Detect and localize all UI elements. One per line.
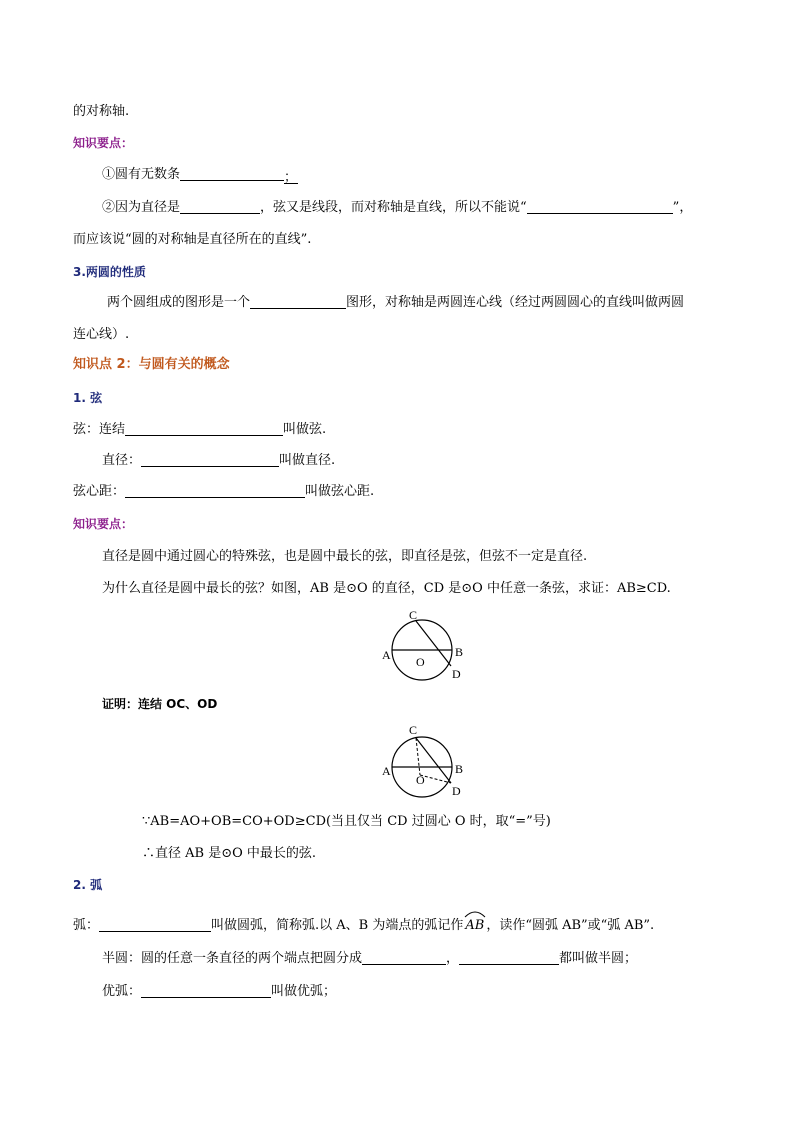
fill-blank[interactable]: [141, 983, 271, 998]
text-line: 为什么直径是圆中最长的弦？如图，AB 是⊙O 的直径，CD 是⊙O 中任意一条弦，求证：AB≥CD.: [102, 581, 671, 596]
fill-blank[interactable]: [125, 421, 283, 436]
text-fragment: ；: [284, 170, 298, 185]
text-line: 连心线）.: [73, 327, 130, 342]
fill-blank[interactable]: [362, 950, 446, 965]
fill-blank[interactable]: [125, 483, 305, 498]
label-o: O: [416, 655, 425, 669]
text-line: [102, 166, 298, 184]
text-line: [102, 452, 335, 470]
text-fragment: ，弦又是线段，而对称轴是直线，所以不能说“: [260, 200, 527, 215]
text-fragment: ①圆有无数条: [102, 167, 181, 182]
text-fragment: 图形，对称轴是两圆连心线（经过两圆圆心的直线叫做两圆: [346, 295, 685, 310]
section-heading: 知识要点：: [73, 136, 134, 150]
circle-figure-1: [378, 604, 474, 684]
text-fragment: 叫做直径.: [279, 453, 336, 468]
fill-blank[interactable]: [250, 294, 346, 309]
text-fragment: 叫做圆弧，简称弧.以 A、B 为端点的弧记作: [211, 918, 464, 933]
text-fragment: 弦：连结: [73, 422, 126, 437]
label-b: B: [455, 645, 464, 659]
text-line: [73, 917, 654, 935]
fill-blank[interactable]: [180, 166, 284, 181]
circle-figure-2: [378, 719, 474, 801]
text-line: [102, 950, 637, 968]
label-d: D: [452, 667, 461, 681]
text-fragment: 两个圆组成的图形是一个: [107, 295, 251, 310]
text-line: [102, 199, 692, 217]
text-fragment: 弧：: [73, 918, 100, 933]
segment-oc: [416, 738, 420, 775]
text-fragment: 叫做弦.: [283, 422, 327, 437]
text-fragment: 直径：: [102, 453, 142, 468]
text-fragment: ，读作“圆弧 AB”或“弧 AB”.: [486, 918, 655, 933]
text-line: 直径是圆中通过圆心的特殊弦，也是圆中最长的弦，即直径是弦，但弦不一定是直径.: [102, 549, 588, 564]
arc-notation-text: AB: [465, 918, 485, 933]
text-fragment: 弦心距：: [73, 484, 126, 499]
section-heading: 1. 弦: [73, 391, 103, 405]
arc-symbol-icon: [463, 908, 487, 918]
text-line: [73, 483, 374, 501]
fill-blank[interactable]: [180, 199, 260, 214]
text-line: [107, 294, 684, 312]
text-line: [73, 421, 326, 439]
fill-blank[interactable]: [459, 950, 559, 965]
text-fragment: 叫做优弧；: [271, 984, 337, 999]
label-c: C: [409, 723, 418, 737]
text-fragment: 叫做弦心距.: [305, 484, 375, 499]
label-o: O: [416, 773, 425, 787]
label-a: A: [382, 764, 391, 778]
section-heading: 3.两圆的性质: [73, 265, 146, 279]
text-fragment: ②因为直径是: [102, 200, 181, 215]
label-b: B: [455, 762, 464, 776]
text-line: 而应该说“圆的对称轴是直径所在的直线”.: [73, 232, 312, 247]
text-fragment: 半圆：圆的任意一条直径的两个端点把圆分成: [102, 951, 363, 966]
fill-blank[interactable]: [527, 199, 673, 214]
text-line: 证明：连结 OC、OD: [102, 697, 218, 711]
text-line: ∴直径 AB 是⊙O 中最长的弦.: [142, 846, 317, 861]
arc-notation: [463, 917, 486, 935]
label-a: A: [382, 648, 391, 662]
fill-blank[interactable]: [141, 452, 279, 467]
text-fragment: 优弧：: [102, 984, 142, 999]
text-fragment: ”，: [672, 200, 693, 215]
section-heading: 知识要点：: [73, 517, 134, 531]
label-d: D: [452, 784, 461, 798]
fill-blank[interactable]: [99, 917, 211, 932]
text-line: 的对称轴.: [73, 104, 130, 119]
section-heading: 知识点 2：与圆有关的概念: [73, 357, 230, 372]
text-fragment: ，: [446, 951, 460, 966]
text-line: [102, 983, 336, 1001]
label-c: C: [409, 608, 418, 622]
section-heading: 2. 弧: [73, 878, 103, 892]
text-line: ∵AB=AO+OB=CO+OD≥CD(当且仅当 CD 过圆心 O 时，取“=”号): [142, 814, 551, 829]
text-fragment: 都叫做半圆；: [559, 951, 638, 966]
